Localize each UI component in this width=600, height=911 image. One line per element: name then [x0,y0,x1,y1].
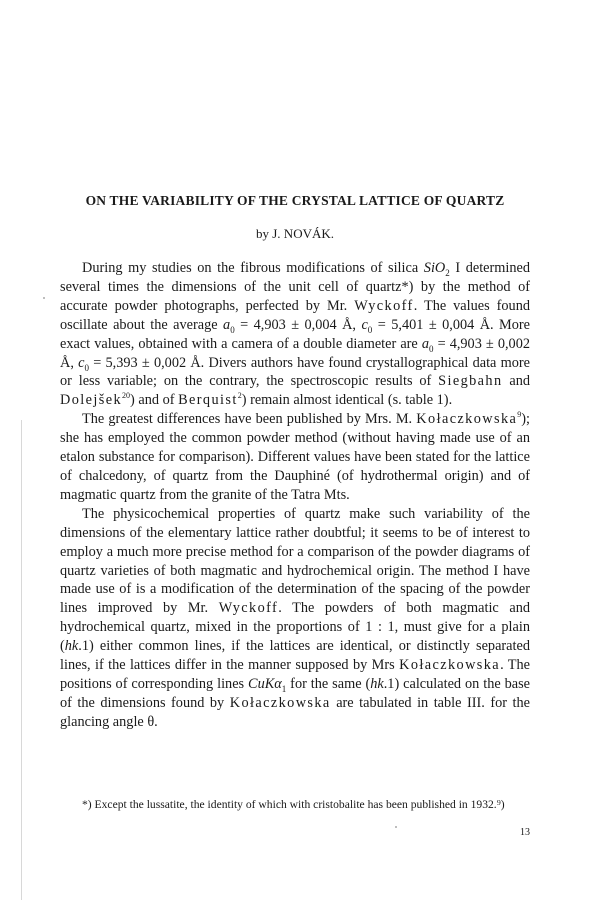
scan-speck [43,297,45,299]
article-body [60,259,530,732]
footnote [60,797,530,812]
paragraph: The greatest differences have been published by Mrs. M. Kołaczkowska$^9$); she has employed the common powder method (without having made use of an etalon substance for comparison). Different values have been stated for the lattice of chalcedony, of quartz from the Dauphiné (of hydrothermal origin) and of magmatic quartz from the granite of the Tatra Mts. [60,410,530,503]
page-number: 13 [520,827,530,838]
article-title: ON THE VARIABILITY OF THE CRYSTAL LATTICE OF QUARTZ [85,193,505,208]
paragraph: During my studies on the fibrous modifications of silica SiO$_2$ I determined several times the dimensions of the unit cell of quartz*) by the method of accurate powder photographs, perfected by Mr. Wyckoff. The values found oscillate about the average $a_0 = 4,903 \pm 0,004$ Å, $c_0 = 5,401 \pm 0,004$ Å. More exact values, obtained with a camera of a double diameter are $a_0 = 4,903 \pm 0,002$ Å, $c_0 = 5,393 \pm 0,002$ Å. Divers authors have found crystallographical data more or less variable; on the contrary, the spectroscopic results of Siegbahn and Dolejšek$^{20}$) and of Berquist$^2$) remain almost identical (s. table 1). [60,260,531,409]
paragraph: The physicochemical properties of quartz make such variability of the dimensions of the elementary lattice rather doubtful; it seems to be of interest to employ a much more precise method for a comparison of the powder diagrams of quartz varieties of both magmatic and hydrochemical origin. The method I have made use of is a modification of the determination of the spacing of the powder lines improved by Mr. Wyckoff. The powders of both magmatic and hydrochemical quartz, mixed in the proportions of 1 : 1, must give for a plain (hk.1) either common lines, if the lattices are identical, or distinctly separated lines, if the lattices differ in the manner supposed by Mrs Kołaczkowska. The positions of corresponding lines CuKα$_1$ for the same (hk.1) calculated on the base of the dimensions found by Kołaczkowska are tabulated in table III. for the glancing angle θ. [60,505,531,730]
footnote-text: *) Except the lussatite, the identity of which with cristobalite has been published in 1932.⁹) [82,798,505,811]
article-author: by J. NOVÁK. [256,226,334,241]
scan-speck [395,826,397,828]
scan-edge-line [21,420,22,900]
